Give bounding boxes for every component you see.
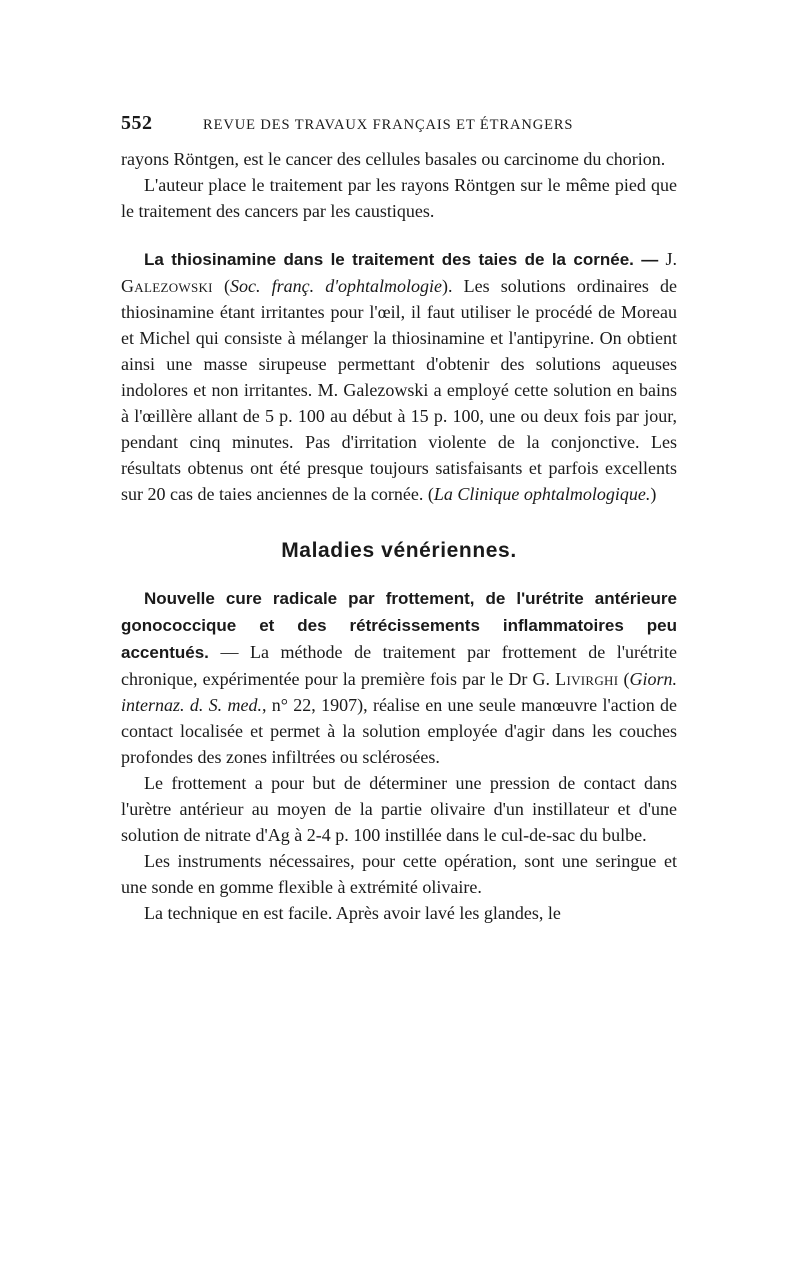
- article-1-source-close: ).: [442, 276, 453, 296]
- article-1-author-initial: J.: [665, 249, 677, 269]
- article-2-source-detail: , n° 22, 1907), réalise en une seule manœuvre l'action de contact localisée et permet à la solution employée d'agir dans les couches profondes des zones infiltrées ou sclérosées.: [121, 695, 678, 767]
- page-header: [121, 112, 677, 142]
- document-page: [121, 112, 677, 926]
- running-head: REVUE DES TRAVAUX FRANÇAIS ET ÉTRANGERS: [203, 117, 574, 133]
- intro-paragraph-1: rayons Röntgen, est le cancer des cellules basales ou carcinome du chorion.: [121, 149, 666, 169]
- article-2-paragraph-2: Le frottement a pour but de déterminer une pression de contact dans l'urètre antérieur au moyen de la partie olivaire d'un instillateur et d'une solution de nitrate d'Ag à 2-4 p. 100 instillée dans le cul-de-sac du bulbe.: [121, 773, 677, 845]
- article-1-citation: La Clinique ophtalmologique.: [433, 484, 651, 504]
- article-1-citation-close: ): [650, 484, 657, 504]
- page-number: 552: [121, 112, 153, 134]
- article-1-body: Les solutions ordinaires de thiosinamine étant irritantes pour l'œil, il faut utiliser le procédé de Moreau et Michel qui consiste à mélanger la thiosinamine et l'antipyrine. On obtient ainsi une masse sirupeuse permettant d'obtenir des solutions aqueuses indolores et non irritantes. M. Galezowski a employé cette solution en bains à l'œillère allant de 5 p. 100 au début à 15 p. 100, une ou deux fois par jour, pendant cinq minutes. Pas d'irritation violente de la conjonctive. Les résultats obtenus ont été presque toujours satisfaisants et parfois excellents sur 20 cas de taies anciennes de la cornée.: [121, 276, 677, 504]
- article-1-source-open: (: [223, 276, 230, 296]
- article-2-source: Giorn. internaz. d. S. med.: [121, 669, 678, 715]
- article-1-paragraph: [121, 246, 677, 507]
- intro-paragraph-2: L'auteur place le traitement par les rayons Röntgen sur le même pied que le traitement des cancers par les caustiques.: [121, 175, 677, 221]
- article-1-author: Galezowski: [121, 276, 213, 296]
- article-2-paragraph-4: La technique en est facile. Après avoir lavé les glandes, le: [144, 903, 561, 923]
- article-2-source-open: (: [623, 669, 630, 689]
- article-2-intro: — La méthode de traitement par frottement de l'urétrite chronique, expérimentée pour la première fois par le: [121, 642, 678, 689]
- article-2-title: Nouvelle cure radicale par frottement, de l'urétrite antérieure gonococcique et des rétrécissements inflammatoires peu accentués.: [121, 589, 677, 662]
- article-1-source: Soc. franç. d'ophtalmologie: [229, 276, 443, 296]
- article-2-author: Livirghi: [555, 669, 619, 689]
- article-2-paragraph-1: [121, 585, 677, 770]
- article-2-paragraph-3: Les instruments nécessaires, pour cette opération, sont une seringue et une sonde en gomme flexible à extrémité olivaire.: [121, 851, 677, 897]
- article-2-author-prefix: Dr G.: [508, 669, 551, 689]
- article-1-title: La thiosinamine dans le traitement des taies de la cornée. —: [144, 250, 659, 269]
- section-title: Maladies vénériennes.: [281, 539, 517, 562]
- article-1-citation-open: (: [427, 484, 434, 504]
